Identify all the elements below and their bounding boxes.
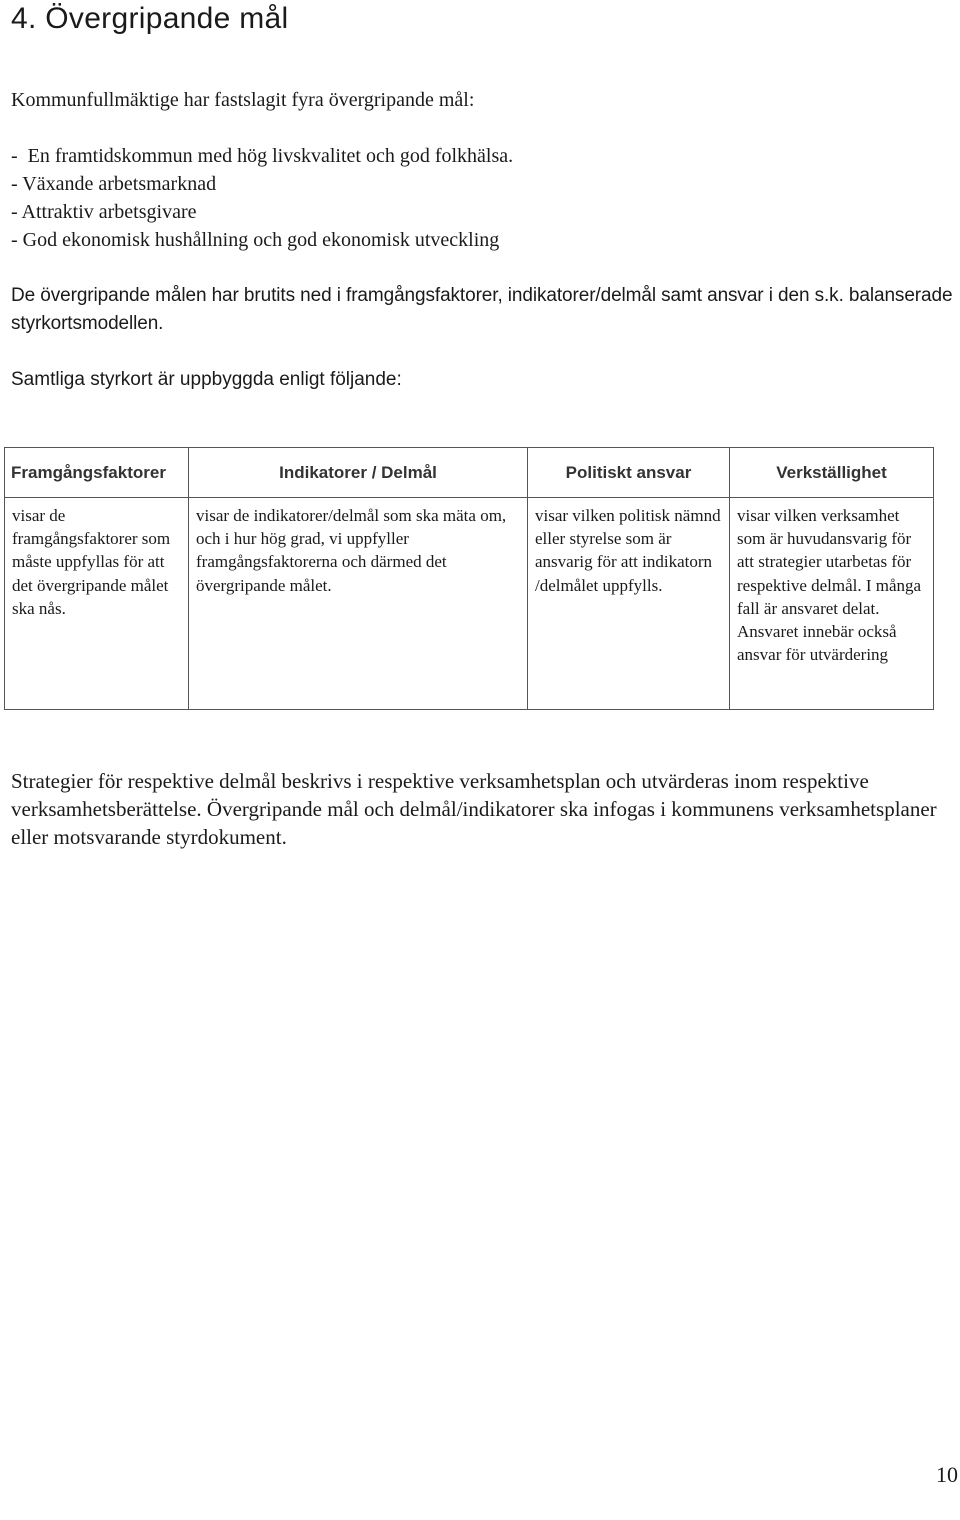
cell-politiskt-ansvar: visar vilken politisk nämnd eller styrelse som är ansvarig för att indikatorn /delmålet uppfylls.: [528, 498, 730, 710]
page-number: 10: [936, 1462, 958, 1487]
summary-paragraph: De övergripande målen har brutits ned i framgångsfaktorer, indikatorer/delmål samt ansvar i den s.k. balanserade styrkortsmodellen.: [11, 285, 953, 334]
goals-list: [11, 142, 513, 254]
scorecard-intro: Samtliga styrkort är uppbyggda enligt följande:: [11, 369, 402, 390]
goal-item: - Växande arbetsmarknad: [11, 173, 217, 195]
goal-item: - Attraktiv arbetsgivare: [11, 201, 197, 223]
scorecard-table: [4, 447, 934, 710]
header-indikatorer: Indikatorer / Delmål: [189, 448, 528, 498]
goal-item: - En framtidskommun med hög livskvalitet och god folkhälsa.: [11, 145, 514, 167]
section-heading: 4. Övergripande mål: [11, 2, 289, 35]
cell-indikatorer: visar de indikatorer/delmål som ska mäta om, och i hur hög grad, vi uppfyller framgångsfaktorerna och därmed det övergripande målet.: [189, 498, 528, 710]
cell-framgangsfaktorer: visar de framgångsfaktorer som måste uppfyllas för att det övergripande målet ska nås.: [5, 498, 189, 710]
table-header-row: [5, 448, 934, 498]
goal-item: - God ekonomisk hushållning och god ekonomisk utveckling: [11, 229, 500, 251]
cell-verkstallighet: visar vilken verksamhet som är huvudansvarig för att strategier utarbetas för respektive delmål. I många fall är ansvaret delat. Ansvaret innebär också ansvar för utvärdering: [730, 498, 934, 710]
header-verkstallighet: Verkställighet: [730, 448, 934, 498]
closing-paragraph: Strategier för respektive delmål beskrivs i respektive verksamhetsplan och utvärderas inom respektive verksamhetsberättelse. Övergripande mål och delmål/indikatorer ska infogas i kommunens verksamhetsplaner eller motsvarande styrdokument.: [11, 769, 937, 849]
header-politiskt-ansvar: Politiskt ansvar: [528, 448, 730, 498]
intro-paragraph: Kommunfullmäktige har fastslagit fyra övergripande mål:: [11, 89, 475, 111]
header-framgangsfaktorer: Framgångsfaktorer: [5, 448, 189, 498]
table-row: [5, 498, 934, 710]
